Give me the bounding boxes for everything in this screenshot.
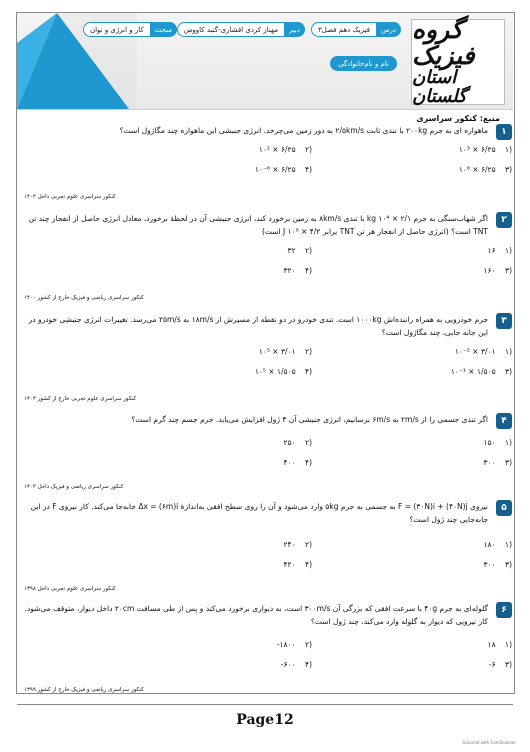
question-2 bbox=[22, 212, 512, 284]
options bbox=[22, 538, 512, 578]
page-number: Page12 bbox=[236, 712, 294, 728]
option-3[interactable]: (۳ ۳۰۰ bbox=[483, 560, 512, 569]
teacher-label: دبیر bbox=[284, 22, 305, 37]
lesson-label: درس bbox=[376, 22, 401, 37]
question-number: ۱ bbox=[496, 124, 512, 140]
option-1[interactable]: (۱ ۶/۲۵ × ۱۰³ bbox=[458, 145, 512, 154]
question-1 bbox=[22, 124, 512, 183]
option-2[interactable]: (۲ ۶/۲۵ × ۱۰² bbox=[258, 145, 312, 154]
teacher-value: مهناز کردی افشاری-گنبد کاووس bbox=[177, 22, 284, 37]
option-4[interactable]: (۴ ۳۲۰ bbox=[283, 266, 312, 275]
option-1[interactable]: (۱ ۱۶ bbox=[487, 246, 512, 255]
option-2[interactable]: (۲ ۲۴۰ bbox=[283, 540, 312, 549]
lesson-pill bbox=[311, 22, 401, 37]
topic-value: کار و انرژی و توان bbox=[83, 22, 150, 37]
question-6 bbox=[22, 602, 512, 678]
options bbox=[22, 638, 512, 678]
group-logo bbox=[411, 14, 505, 108]
options bbox=[22, 436, 512, 476]
question-number: ۴ bbox=[496, 413, 512, 429]
lesson-value: فیزیک دهم فصل۳ bbox=[311, 22, 376, 37]
citation: کنکور سراسری ریاضی و فیزیک داخل ۱۴۰۲ bbox=[24, 484, 124, 490]
header bbox=[17, 13, 513, 110]
option-2[interactable]: (۲ ۲۵۰ bbox=[283, 438, 312, 447]
options bbox=[22, 244, 512, 284]
option-2[interactable]: (۲ ۱۸۰۰- bbox=[276, 640, 312, 649]
options bbox=[22, 345, 512, 385]
citation: کنکور سراسری علوم تجربی خارج از کشور ۱۴۰۲ bbox=[24, 396, 137, 402]
question-text: نیروی F = (۳۰N)i + (۴۰N)j به جسمی به جرم ۵kg وارد می‌شود و آن را روی سطح افقی به‌اندازهٔ Δx = (۶m)i جابه‌جا می‌کند. کار نیروی F در این جابه‌جایی چند ژول است؟ bbox=[30, 502, 488, 524]
option-1[interactable]: (۱ ۱۵۰ bbox=[483, 438, 512, 447]
citation: کنکور سراسری ریاضی و فیزیک خارج از کشور ۱۴۰۰ bbox=[24, 295, 144, 301]
question-text: اگر شهاب‌سنگی به جرم ۲/۱ × ۱۰⁴ kg با تندی ۸km/s به زمین برخورد کند، انرژی جنبشی آن در لحظهٔ برخورد، معادل انرژی حاصل از انفجار چند تن TNT است؟ (انرژی حاصل از انفجار هر تن TNT برابر ۴/۲ × ۱۰⁹ J است) bbox=[28, 214, 488, 236]
citation: کنکور سراسری ریاضی و فیزیک خارج از کشور ۱۳۹۹ bbox=[24, 687, 144, 693]
question-3 bbox=[22, 313, 512, 385]
option-4[interactable]: (۴ ۶۰۰- bbox=[280, 660, 312, 669]
option-4[interactable]: (۴ ۴۰۰ bbox=[283, 458, 312, 467]
option-3[interactable]: (۳ ۱۶۰ bbox=[483, 266, 512, 275]
option-2[interactable]: (۲ ۳۲ bbox=[287, 246, 312, 255]
scanner-watermark: Scanned with CamScanner bbox=[462, 740, 516, 745]
question-number: ۶ bbox=[496, 602, 512, 618]
option-2[interactable]: (۲ ۳/۰۱ × ۱۰⁵ bbox=[258, 347, 312, 356]
question-text: ماهواره ای به جرم ۲۰۰kg با تندی ثابت ۲/۵km/s به دور زمین می‌چرخد. انرژی جنبشی این ماهواره چند مگاژول است؟ bbox=[119, 126, 488, 135]
question-text: جرم خودرویی به همراه راننده‌اش ۱۰۰۰kg است. تندی خودرو در دو نقطه از مسیرش از ۱۸m/s به ۲۵m/s می‌رسد. تغییرات انرژی جنبشی خودرو در این جابه جایی، چند مگاژول است؟ bbox=[28, 315, 488, 337]
citation: کنکور سراسری علوم تجربی داخل ۱۳۹۸ bbox=[24, 586, 116, 592]
question-text: گلوله‌ای به جرم ۴۰g با سرعت افقی که بزرگی آن ۳۰۰m/s است، به دیواری برخورد می‌کند و پس از طی مسافت ۲۰cm داخل دیوار، متوقف می‌شود. کار نیرویی که دیوار به گلوله وارد می‌کند، چند ژول است؟ bbox=[24, 604, 488, 626]
question-text: اگر تندی جسمی را از ۲m/s به ۶m/s برسانیم، انرژی جنبشی آن ۴ ژول افزایش می‌یابد. جرم جسم چند گرم است؟ bbox=[131, 415, 488, 424]
question-number: ۵ bbox=[496, 500, 512, 516]
option-3[interactable]: (۳ ۶/۲۵ × ۱۰⁶ bbox=[458, 165, 512, 174]
teacher-pill bbox=[177, 22, 305, 37]
student-name-field: نام و نام‌خانوادگی bbox=[330, 56, 397, 71]
citation: کنکور سراسری علوم تجربی داخل ۱۴۰۲ bbox=[24, 194, 116, 200]
option-1[interactable]: (۱ ۳/۰۱ × ۱۰⁻² bbox=[454, 347, 512, 356]
option-3[interactable]: (۳ ۳۰۰ bbox=[483, 458, 512, 467]
question-5 bbox=[22, 500, 512, 578]
option-4[interactable]: (۴ ۴۲۰ bbox=[283, 560, 312, 569]
logo-line1: گروه فیزیک bbox=[412, 14, 475, 71]
logo-line2: استان گلستان bbox=[412, 67, 467, 108]
option-1[interactable]: (۱ ۱۸ bbox=[487, 640, 512, 649]
options bbox=[22, 143, 512, 183]
option-1[interactable]: (۱ ۱۸۰ bbox=[483, 540, 512, 549]
footer-divider bbox=[17, 704, 513, 705]
topic-pill bbox=[83, 22, 177, 37]
option-4[interactable]: (۴ ۱/۵۰۵ × ۱۰⁵ bbox=[254, 367, 312, 376]
topic-label: مبحث bbox=[150, 22, 177, 37]
source-label: منبع: کنکور سراسری bbox=[416, 114, 500, 123]
option-3[interactable]: (۳ ۶- bbox=[488, 660, 512, 669]
question-number: ۲ bbox=[496, 212, 512, 228]
question-number: ۳ bbox=[496, 313, 512, 329]
option-3[interactable]: (۳ ۱/۵۰۵ × ۱۰⁻¹ bbox=[450, 367, 512, 376]
question-4 bbox=[22, 413, 512, 476]
option-4[interactable]: (۴ ۶/۲۵ × ۱۰⁻⁶ bbox=[254, 165, 312, 174]
